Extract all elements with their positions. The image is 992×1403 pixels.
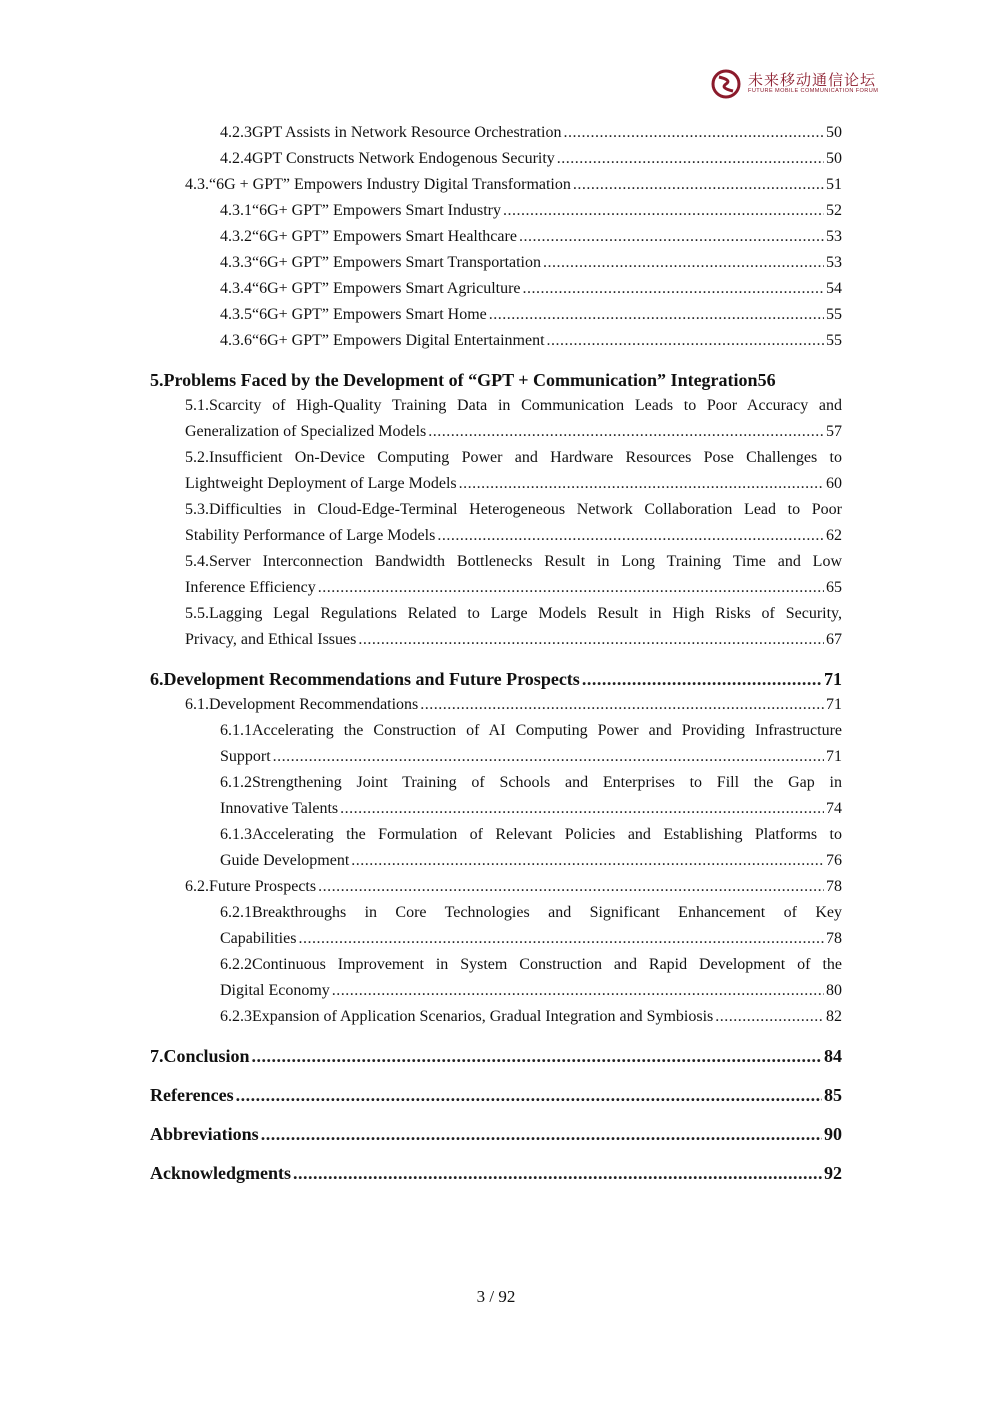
toc-entry-line[interactable]: 6.1.3Accelerating the Formulation of Relevant Policies and Establishing Platforms to <box>220 826 842 843</box>
toc-entry[interactable] <box>220 332 842 350</box>
toc-entry[interactable] <box>220 124 842 142</box>
toc-entry-title: Support <box>220 748 271 765</box>
toc-entry-line[interactable]: 6.2.1Breakthroughs in Core Technologies and Significant Enhancement of Key <box>220 904 842 921</box>
logo-chinese-text: 未来移动通信论坛 <box>748 71 877 89</box>
toc-entry[interactable] <box>220 202 842 220</box>
toc-entry-page: 78 <box>826 930 842 947</box>
toc-entry-title: 4.3.1“6G+ GPT” Empowers Smart Industry <box>220 202 501 219</box>
toc-entry-page: 78 <box>826 878 842 895</box>
toc-entry-page: 74 <box>826 800 842 817</box>
toc-entry-page: 90 <box>824 1124 842 1144</box>
toc-entry-line[interactable]: 6.2.2Continuous Improvement in System Construction and Rapid Development of the <box>220 956 842 973</box>
dot-leader <box>547 332 824 350</box>
toc-entry-page: 53 <box>826 254 842 271</box>
toc-entry[interactable] <box>220 748 842 766</box>
dot-leader <box>273 748 824 766</box>
dot-leader <box>437 527 824 545</box>
toc-entry-title: 4.3.6“6G+ GPT” Empowers Digital Entertainment <box>220 332 545 349</box>
toc-entry-title: 4.2.3GPT Assists in Network Resource Orchestration <box>220 124 562 141</box>
toc-chapter-entry[interactable] <box>150 1124 842 1145</box>
toc-entry[interactable] <box>185 631 842 649</box>
toc-entry-page: 67 <box>826 631 842 648</box>
toc-entry-title: 4.3.3“6G+ GPT” Empowers Smart Transportation <box>220 254 541 271</box>
toc-entry-page: 54 <box>826 280 842 297</box>
toc-entry[interactable] <box>220 150 842 168</box>
toc-entry-page: 52 <box>826 202 842 219</box>
toc-entry[interactable] <box>220 254 842 272</box>
toc-entry-page: 85 <box>824 1085 842 1105</box>
toc-entry-page: 53 <box>826 228 842 245</box>
toc-entry-title: Lightweight Deployment of Large Models <box>185 475 457 492</box>
toc-entry[interactable] <box>185 527 842 545</box>
page-number: 3 / 92 <box>476 1287 516 1306</box>
toc-entry-page: 56 <box>757 370 776 390</box>
toc-entry[interactable] <box>220 280 842 298</box>
toc-entry-title: Guide Development <box>220 852 350 869</box>
toc-entry-page: 50 <box>826 124 842 141</box>
toc-entry-page: 51 <box>826 176 842 193</box>
dot-leader <box>715 1008 824 1026</box>
toc-entry-title: Capabilities <box>220 930 297 947</box>
toc-entry-title: Privacy, and Ethical Issues <box>185 631 357 648</box>
toc-entry-title: Abbreviations <box>150 1124 259 1144</box>
toc-entry-page: 57 <box>826 423 842 440</box>
toc-entry-page: 82 <box>826 1008 842 1025</box>
dot-leader <box>557 150 824 168</box>
forum-logo-icon <box>710 68 742 100</box>
dot-leader <box>523 280 824 298</box>
toc-entry[interactable] <box>185 423 842 441</box>
dot-leader <box>358 631 824 649</box>
toc-entry-title: Digital Economy <box>220 982 330 999</box>
dot-leader <box>332 982 824 1000</box>
toc-entry-title: 4.3.“6G + GPT” Empowers Industry Digital Transformation <box>185 176 571 193</box>
toc-entry[interactable] <box>220 1008 842 1026</box>
dot-leader <box>489 306 824 324</box>
dot-leader <box>298 930 824 948</box>
toc-entry-title: 7.Conclusion <box>150 1046 250 1066</box>
toc-chapter-entry[interactable] <box>150 1046 842 1067</box>
toc-entry-title: 6.1.Development Recommendations <box>185 696 419 713</box>
dot-leader <box>543 254 824 272</box>
toc-entry-line[interactable]: 5.4.Server Interconnection Bandwidth Bottlenecks Result in Long Training Time and Low <box>185 553 842 570</box>
toc-entry-page: 71 <box>826 748 842 765</box>
toc-entry-line[interactable]: 5.1.Scarcity of High-Quality Training Data in Communication Leads to Poor Accuracy and <box>185 397 842 414</box>
toc-entry[interactable] <box>185 696 842 714</box>
toc-entry-title: 6.2.3Expansion of Application Scenarios, Gradual Integration and Symbiosis <box>220 1008 714 1025</box>
toc-entry[interactable] <box>220 982 842 1000</box>
forum-logo <box>710 68 880 100</box>
toc-entry[interactable] <box>220 852 842 870</box>
toc-entry-page: 71 <box>826 696 842 713</box>
toc-entry-line[interactable]: 5.3.Difficulties in Cloud-Edge-Terminal Heterogeneous Network Collaboration Lead to Poor <box>185 501 842 518</box>
toc-entry-line[interactable]: 5.2.Insufficient On-Device Computing Power and Hardware Resources Pose Challenges to <box>185 449 842 466</box>
toc-entry-page: 80 <box>826 982 842 999</box>
toc-entry-title: 4.3.2“6G+ GPT” Empowers Smart Healthcare <box>220 228 517 245</box>
dot-leader <box>459 475 824 493</box>
toc-chapter-entry[interactable] <box>150 370 847 391</box>
dot-leader <box>293 1163 822 1184</box>
toc-entry-page: 62 <box>826 527 842 544</box>
dot-leader <box>420 696 824 714</box>
toc-entry-page: 65 <box>826 579 842 596</box>
toc-entry-line[interactable]: 6.1.2Strengthening Joint Training of Schools and Enterprises to Fill the Gap in <box>220 774 842 791</box>
toc-entry-title: 4.3.5“6G+ GPT” Empowers Smart Home <box>220 306 487 323</box>
toc-entry-title: 6.Development Recommendations and Future Prospects <box>150 669 580 689</box>
toc-entry[interactable] <box>220 228 842 246</box>
dot-leader <box>340 800 824 818</box>
toc-entry[interactable] <box>220 800 842 818</box>
toc-chapter-entry[interactable] <box>150 1085 842 1106</box>
toc-entry[interactable] <box>220 930 842 948</box>
toc-entry-page: 60 <box>826 475 842 492</box>
dot-leader <box>563 124 824 142</box>
toc-entry-page: 71 <box>824 669 842 689</box>
toc-entry-title: 6.2.Future Prospects <box>185 878 317 895</box>
dot-leader <box>318 878 824 896</box>
dot-leader <box>236 1085 822 1106</box>
toc-entry-title: 4.2.4GPT Constructs Network Endogenous Security <box>220 150 555 167</box>
toc-entry[interactable] <box>185 878 842 896</box>
dot-leader <box>351 852 824 870</box>
dot-leader <box>503 202 824 220</box>
logo-english-text: FUTURE MOBILE COMMUNICATION FORUM <box>748 88 879 94</box>
toc-entry[interactable] <box>185 475 842 493</box>
toc-entry-page: 76 <box>826 852 842 869</box>
toc-entry-page: 55 <box>826 306 842 323</box>
toc-entry-line[interactable]: 5.5.Lagging Legal Regulations Related to Large Models Result in High Risks of Security, <box>185 605 842 622</box>
dot-leader <box>428 423 824 441</box>
toc-entry-title: 4.3.4“6G+ GPT” Empowers Smart Agriculture <box>220 280 521 297</box>
toc-chapter-entry[interactable] <box>150 1163 842 1184</box>
toc-entry-title: Stability Performance of Large Models <box>185 527 436 544</box>
toc-entry-page: 55 <box>826 332 842 349</box>
toc-entry-page: 84 <box>824 1046 842 1066</box>
toc-entry-title: Acknowledgments <box>150 1163 292 1183</box>
toc-entry[interactable] <box>220 306 842 324</box>
toc-chapter-entry[interactable] <box>150 669 842 690</box>
toc-entry-title: Inference Efficiency <box>185 579 316 596</box>
toc-entry-page: 50 <box>826 150 842 167</box>
toc-entry-page: 92 <box>824 1163 842 1183</box>
toc-entry[interactable] <box>185 579 842 597</box>
toc-entry[interactable] <box>185 176 842 194</box>
dot-leader <box>582 669 822 690</box>
dot-leader <box>261 1124 822 1145</box>
toc-entry-title: 5.Problems Faced by the Development of “GPT + Communication” Integration <box>150 370 758 390</box>
toc-entry-title: Generalization of Specialized Models <box>185 423 427 440</box>
dot-leader <box>318 579 824 597</box>
dot-leader <box>519 228 824 246</box>
dot-leader <box>252 1046 822 1067</box>
toc-entry-line[interactable]: 6.1.1Accelerating the Construction of AI Computing Power and Providing Infrastructure <box>220 722 842 739</box>
toc-entry-title: References <box>150 1085 234 1105</box>
dot-leader <box>573 176 824 194</box>
toc-entry-title: Innovative Talents <box>220 800 339 817</box>
